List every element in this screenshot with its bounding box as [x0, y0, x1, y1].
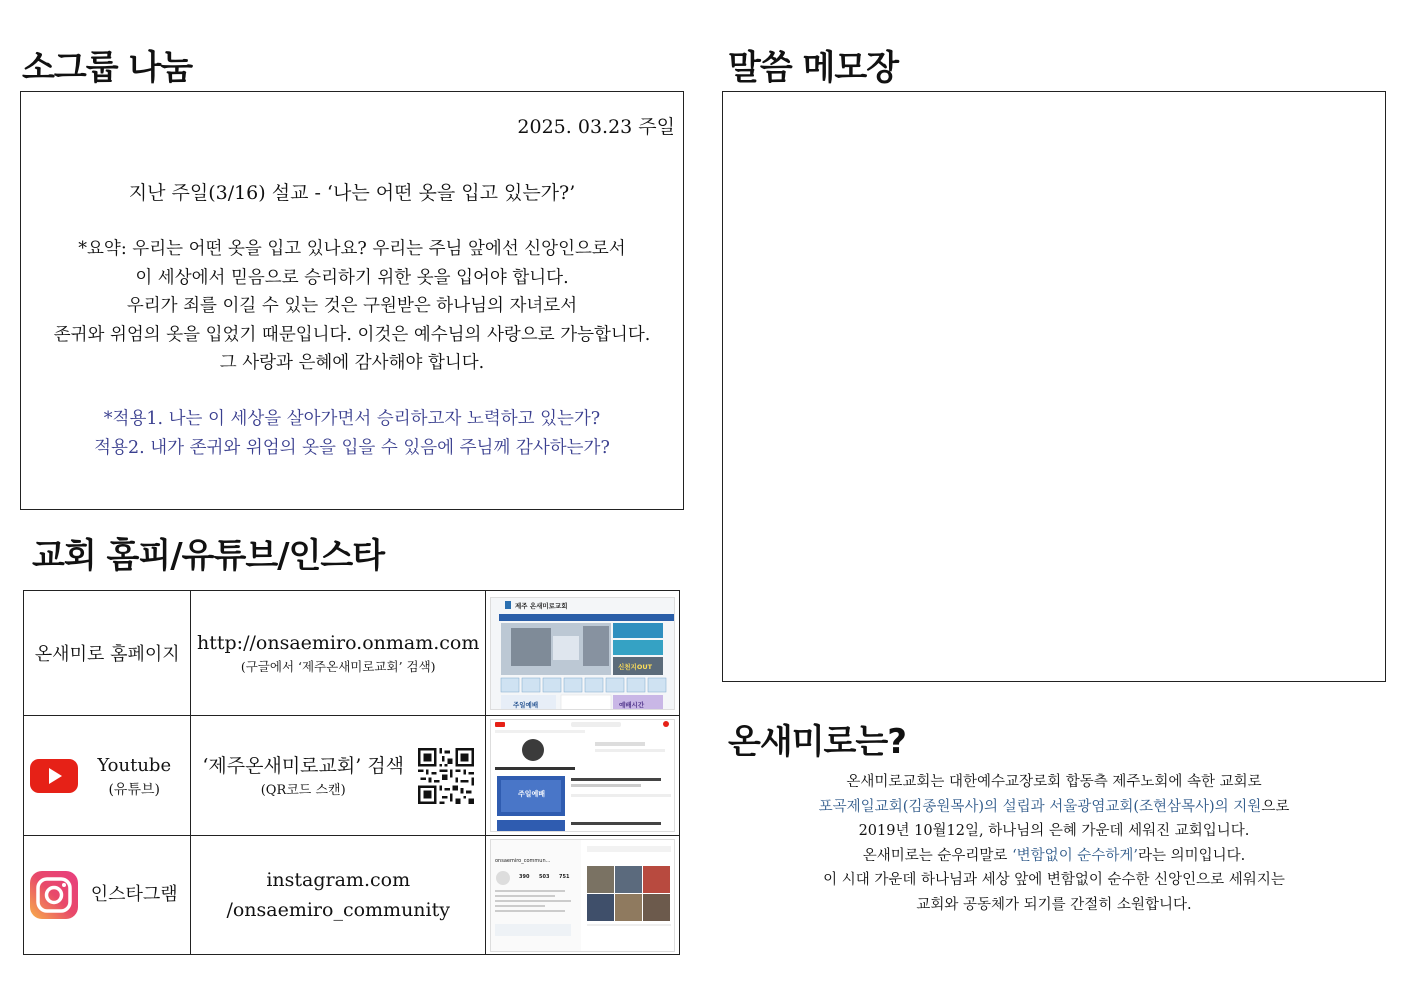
youtube-screenshot-image — [491, 720, 675, 832]
youtube-screenshot-cell — [485, 716, 679, 836]
about-line: 온새미로는 순우리말로 ‘변함없이 순수하게’라는 의미입니다. — [862, 847, 1246, 864]
youtube-banner-worship: 주일예배 — [517, 790, 546, 798]
about-founding-churches: 포곡제일교회(김종원목사)의 설립과 서울광염교회(조현삼목사)의 지원 — [818, 798, 1262, 815]
summary-line: 존귀와 위엄의 옷을 입었기 때문입니다. 이것은 예수님의 사랑으로 가능합니다. — [53, 324, 651, 345]
homepage-screenshot-cell — [485, 591, 679, 716]
instagram-stat-followers: 503 — [538, 873, 550, 880]
instagram-label: 인스타그램 — [90, 884, 178, 905]
youtube-search-text: ‘제주온새미로교회’ 검색 — [202, 754, 405, 777]
about-line: 포곡제일교회(김종원목사)의 설립과 서울광염교회(조현삼목사)의 지원으로 — [818, 798, 1290, 815]
about-line: 교회와 공동체가 되기를 간절히 소원합니다. — [916, 896, 1192, 913]
youtube-icon — [30, 759, 78, 793]
youtube-label-sub: (유튜브) — [108, 781, 160, 798]
apply-line: 적용2. 내가 존귀와 위엄의 옷을 입을 수 있음에 주님께 감사하는가? — [94, 437, 610, 458]
links-heading: 교회 홈피/유튜브/인스타 — [32, 536, 385, 576]
youtube-qr-note: (QR코드 스캔) — [260, 782, 346, 798]
sermon-application — [21, 405, 683, 462]
instagram-row — [24, 836, 680, 955]
instagram-account: onsaemiro_commun... — [494, 857, 551, 864]
youtube-row — [24, 716, 680, 836]
homepage-search-note: (구글에서 ‘제주온새미로교회’ 검색) — [240, 659, 436, 674]
instagram-url-line2[interactable]: /onsaemiro_community — [226, 899, 450, 921]
about-text — [722, 770, 1386, 918]
about-line: 2019년 10월12일, 하나님의 은혜 가운데 세워진 교회입니다. — [858, 823, 1250, 840]
homepage-row — [24, 591, 680, 716]
small-group-box — [20, 91, 684, 510]
apply-line: *적용1. 나는 이 세상을 살아가면서 승리하고자 노력하고 있는가? — [103, 409, 601, 429]
homepage-screenshot — [490, 597, 675, 710]
youtube-search-cell — [191, 716, 486, 836]
instagram-stat-posts: 390 — [518, 873, 530, 880]
youtube-label: Youtube — [97, 754, 172, 776]
instagram-url-line1[interactable]: instagram.com — [266, 869, 411, 891]
youtube-label-cell — [24, 716, 191, 836]
instagram-icon — [30, 871, 78, 919]
instagram-stat-following: 751 — [558, 873, 570, 880]
homepage-banner-out: 신천지OUT — [617, 662, 653, 671]
sermon-summary — [21, 235, 683, 378]
about-line: 이 시대 가운데 하나님과 세상 앞에 변함없이 순수한 신앙인으로 세워지는 — [823, 872, 1285, 889]
sermon-title: 지난 주일(3/16) 설교 - ‘나는 어떤 옷을 입고 있는가?’ — [128, 182, 576, 204]
homepage-url[interactable]: http://onsaemiro.onmam.com — [197, 632, 480, 654]
summary-line: 우리가 죄를 이길 수 있는 것은 구원받은 하나님의 자녀로서 — [126, 296, 578, 316]
summary-line: 이 세상에서 믿음으로 승리하기 위한 옷을 입어야 합니다. — [135, 267, 569, 288]
youtube-screenshot — [490, 719, 675, 832]
small-group-heading: 소그룹 나눔 — [22, 48, 193, 88]
qr-code-icon[interactable] — [418, 748, 474, 804]
homepage-url-cell — [191, 591, 486, 716]
homepage-label: 온새미로 홈페이지 — [24, 591, 191, 716]
homepage-screenshot-image — [491, 598, 675, 710]
instagram-url-cell — [191, 836, 486, 955]
summary-line: *요약: 우리는 어떤 옷을 입고 있나요? 우리는 주님 앞에선 신앙인으로서 — [78, 239, 626, 259]
summary-line: 그 사랑과 은혜에 감사해야 합니다. — [219, 353, 485, 373]
sermon-date: 2025. 03.23 주일 — [517, 116, 675, 138]
memo-area[interactable] — [722, 91, 1386, 682]
instagram-screenshot-cell — [485, 836, 679, 955]
links-table — [23, 590, 680, 955]
instagram-label-cell — [24, 836, 191, 955]
instagram-screenshot-image — [491, 840, 675, 952]
memo-heading: 말씀 메모장 — [728, 48, 899, 88]
instagram-screenshot — [490, 839, 675, 952]
homepage-banner-worship: 주일예배 — [512, 700, 539, 709]
homepage-banner-time: 예배시간 — [618, 700, 645, 709]
about-line: 온새미로교회는 대한예수교장로회 합동측 제주노회에 속한 교회로 — [846, 774, 1262, 790]
about-meaning: ‘변함없이 순수하게’ — [1012, 847, 1138, 864]
homepage-logo: 제주 온새미로교회 — [514, 601, 568, 610]
about-heading: 온새미로는? — [728, 722, 906, 762]
